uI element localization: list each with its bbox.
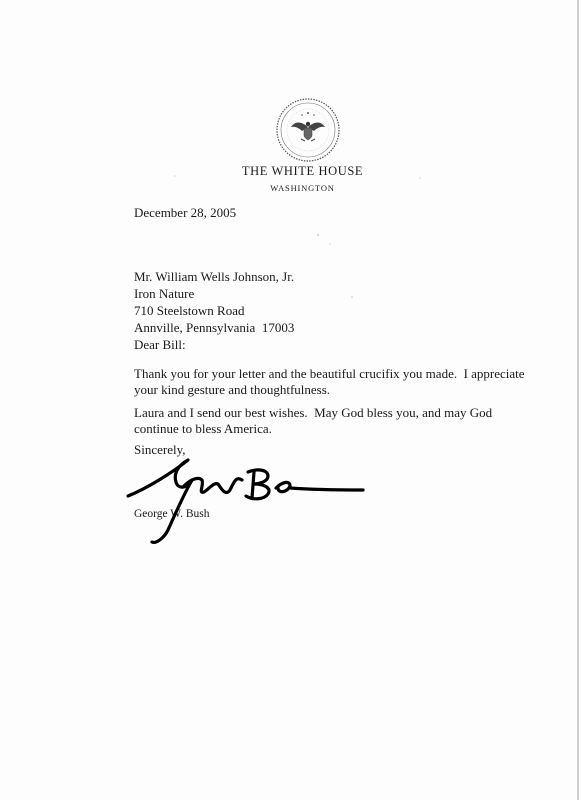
body-paragraph-2 bbox=[134, 405, 524, 437]
closing: Sincerely, bbox=[134, 442, 186, 457]
recipient-city-line: Annville, Pennsylvania 17003 bbox=[134, 320, 295, 335]
recipient-name: Mr. William Wells Johnson, Jr. bbox=[134, 269, 295, 284]
recipient-organization: Iron Nature bbox=[134, 286, 195, 301]
body-paragraph-2-line-2: continue to bless America. bbox=[134, 421, 272, 436]
letterhead-title: THE WHITE HOUSE bbox=[241, 164, 364, 178]
recipient-street: 710 Steelstown Road bbox=[134, 303, 245, 318]
letter-date: December 28, 2005 bbox=[134, 205, 237, 220]
body-paragraph-1-line-2: your kind gesture and thoughtfulness. bbox=[134, 382, 331, 397]
scan-edge-line bbox=[577, 0, 579, 800]
salutation: Dear Bill: bbox=[134, 337, 186, 352]
presidential-seal-icon bbox=[275, 97, 341, 163]
body-paragraph-1 bbox=[134, 366, 524, 398]
signer-name: George W. Bush bbox=[134, 508, 210, 520]
recipient-address bbox=[134, 268, 294, 336]
handwritten-signature bbox=[118, 450, 368, 550]
body-paragraph-1-line-1: Thank you for your letter and the beautiful crucifix you made. I appreciate bbox=[134, 366, 525, 381]
body-paragraph-2-line-1: Laura and I send our best wishes. May God bless you, and may God bbox=[134, 405, 493, 420]
letterhead-city: WASHINGTON bbox=[270, 183, 335, 193]
